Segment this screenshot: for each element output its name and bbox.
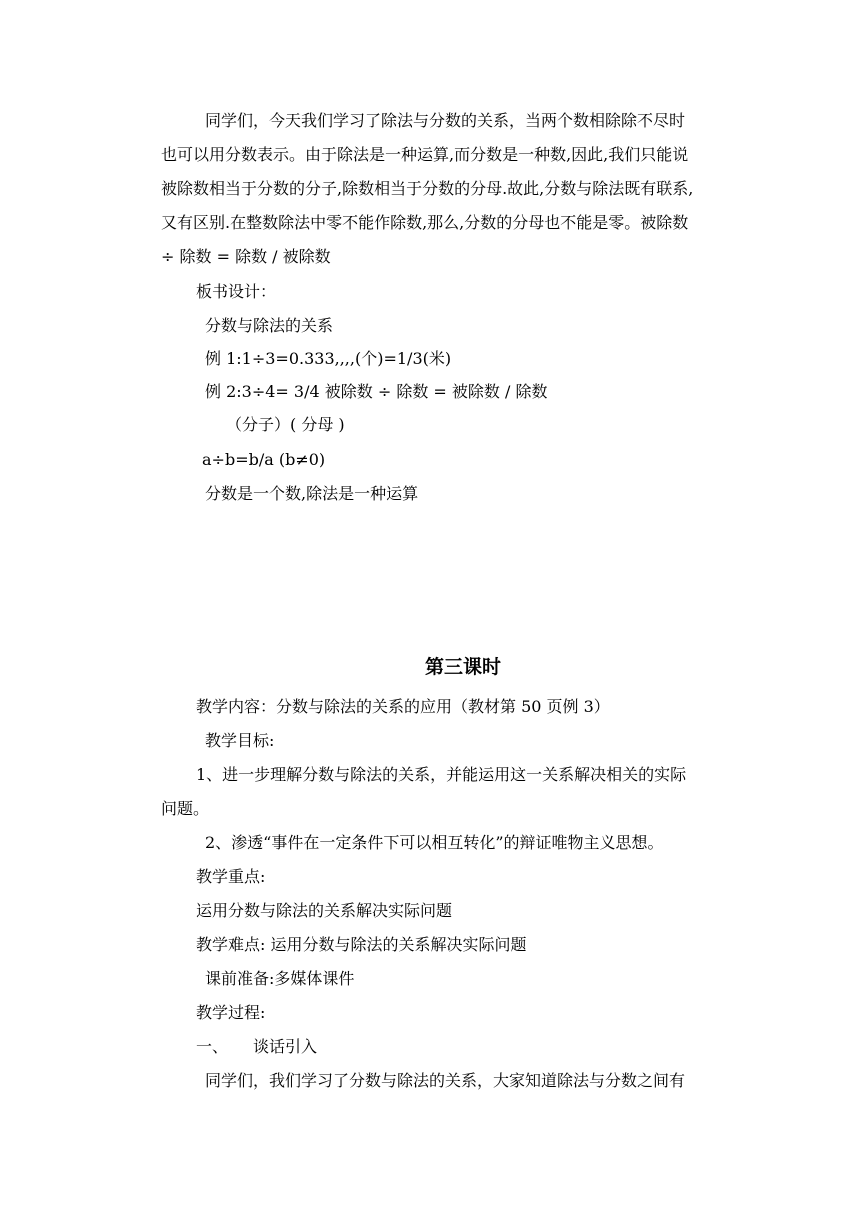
board-line-5: a÷b=b/a (b≠0): [202, 450, 326, 469]
lesson-title: 第三课时: [425, 656, 502, 678]
goal-1-line-2: 问题。: [161, 799, 210, 818]
paragraph-line-3: 被除数相当于分数的分子,除数相当于分数的分母.故此,分数与除法既有联系,: [161, 179, 694, 198]
goal-2: 2、渗透“事件在一定条件下可以相互转化”的辩证唯物主义思想。: [205, 833, 664, 852]
board-line-3: 例 2:3÷4= 3/4 被除数 ÷ 除数 = 被除数 / 除数: [205, 382, 548, 401]
board-design-label: 板书设计：: [196, 282, 277, 301]
preparation: 课前准备:多媒体课件: [205, 969, 355, 988]
board-line-1: 分数与除法的关系: [205, 316, 334, 335]
process-label: 教学过程:: [196, 1003, 266, 1022]
intro-paragraph: 同学们，我们学习了分数与除法的关系，大家知道除法与分数之间有: [205, 1071, 686, 1090]
paragraph-line-2: 也可以用分数表示。由于除法是一种运算,而分数是一种数,因此,我们只能说: [161, 145, 689, 164]
board-line-2: 例 1:1÷3=0.333,,,,(个)=1/3(米): [205, 349, 452, 368]
teaching-goals-label: 教学目标:: [205, 731, 275, 750]
paragraph-line-1: 同学们，今天我们学习了除法与分数的关系，当两个数相除除不尽时: [205, 111, 686, 130]
teaching-content: 教学内容：分数与除法的关系的应用（教材第 50 页例 3）: [196, 697, 610, 716]
difficulty: 教学难点: 运用分数与除法的关系解决实际问题: [196, 935, 527, 954]
step-1-number: 一、: [196, 1037, 229, 1056]
key-point-text: 运用分数与除法的关系解决实际问题: [196, 901, 453, 920]
paragraph-line-4: 又有区别.在整数除法中零不能作除数,那么,分数的分母也不能是零。被除数: [161, 213, 689, 232]
key-point-label: 教学重点:: [196, 867, 266, 886]
goal-1-line-1: 1、进一步理解分数与除法的关系，并能运用这一关系解决相关的实际: [196, 765, 687, 784]
paragraph-line-5: ÷ 除数 = 除数 / 被除数: [161, 247, 331, 266]
step-1-title: 谈话引入: [253, 1037, 318, 1056]
board-line-4: （分子）( 分母 ): [226, 415, 345, 434]
board-line-6: 分数是一个数,除法是一种运算: [205, 484, 419, 503]
